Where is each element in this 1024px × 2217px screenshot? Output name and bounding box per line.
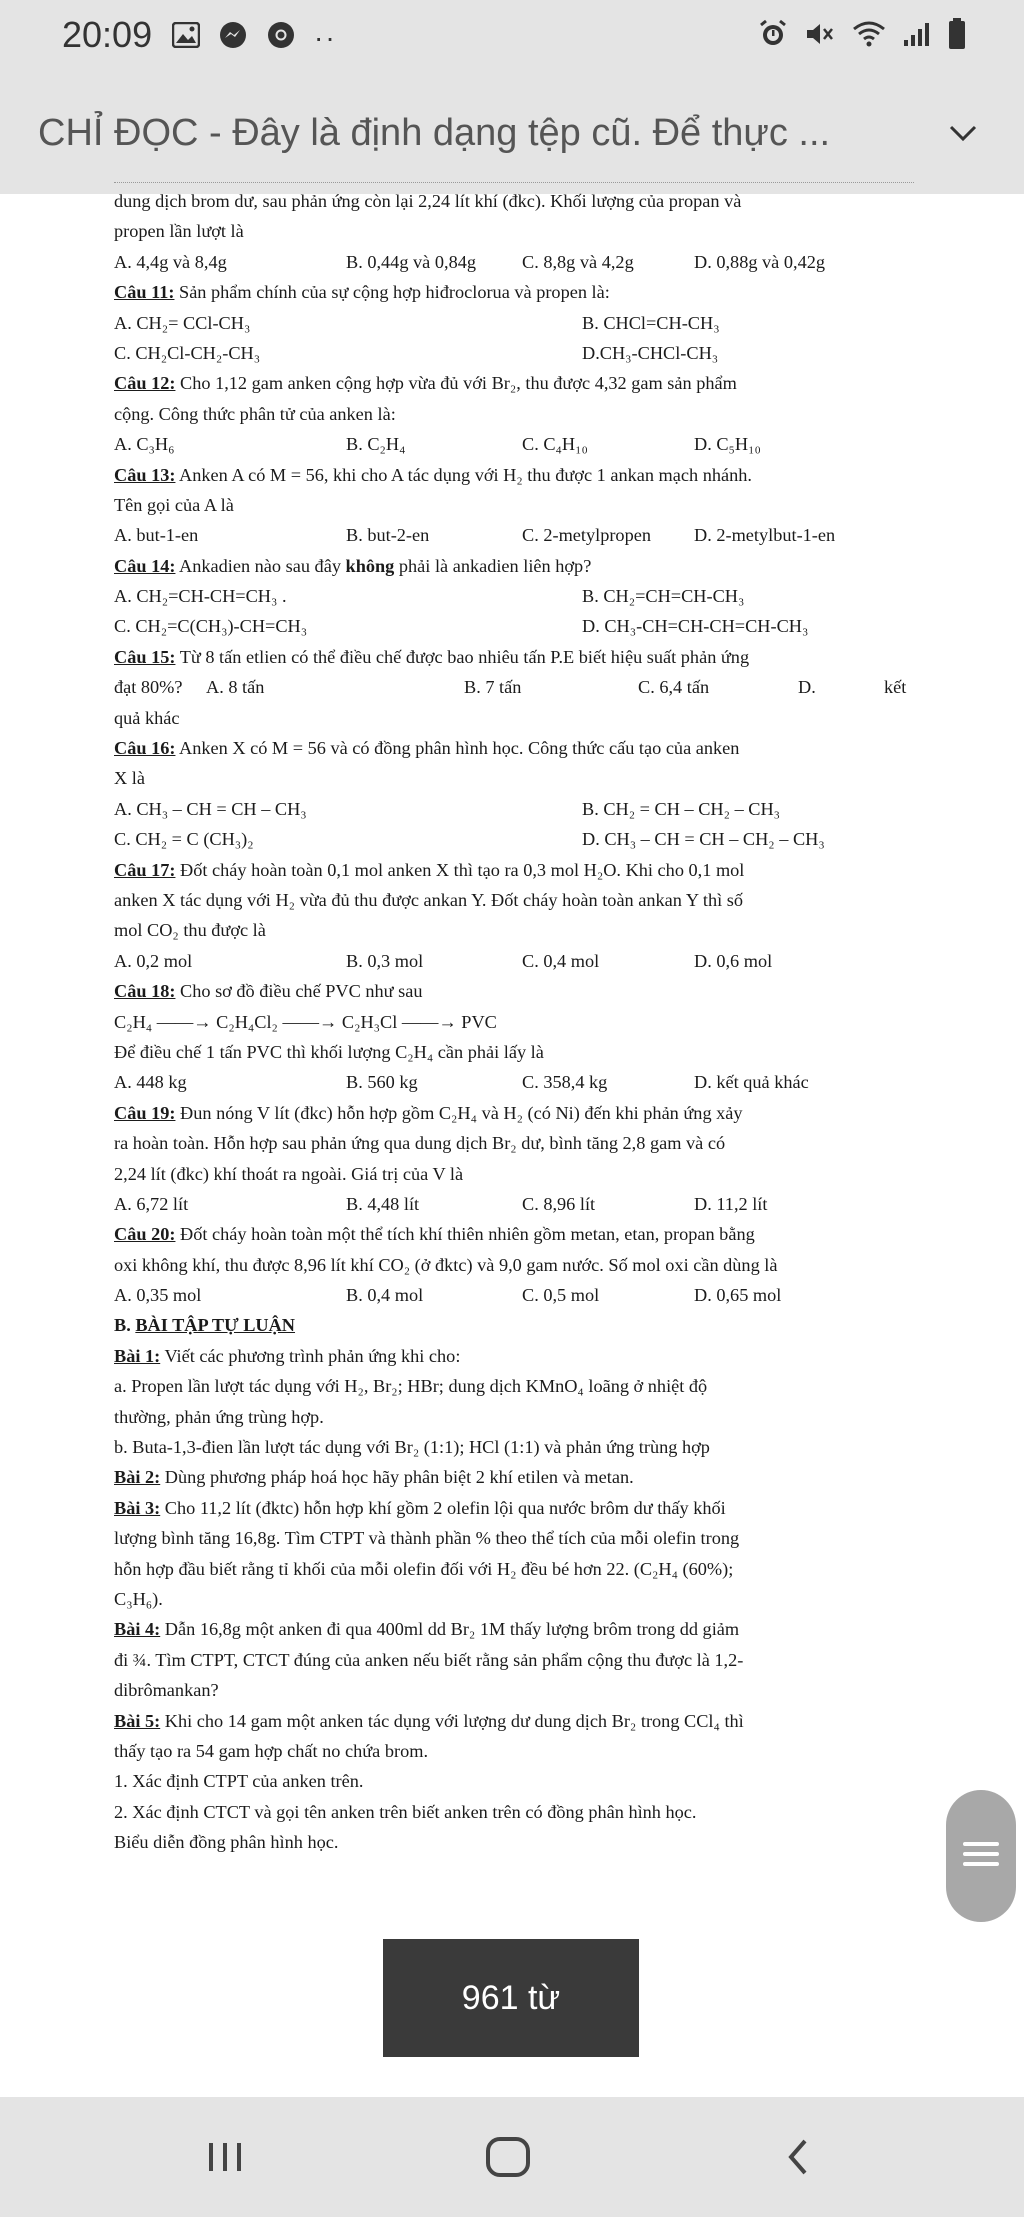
document-text: D. xyxy=(798,677,816,698)
document-line xyxy=(114,308,914,338)
document-line xyxy=(114,1402,914,1432)
document-text: Khi cho 14 gam một anken tác dụng với lượng dư dung dịch Br₂ trong CCl₄ thì xyxy=(160,1710,744,1731)
document-line xyxy=(114,946,914,976)
document-line xyxy=(114,1523,914,1553)
document-text: A. C₃H₆ xyxy=(114,434,175,455)
document-text: C. 8,96 lít xyxy=(522,1193,596,1214)
document-line xyxy=(114,1584,914,1614)
document-text: C. 0,5 mol xyxy=(522,1285,600,1306)
document-line xyxy=(114,642,914,672)
gallery-icon xyxy=(172,22,200,53)
document-line xyxy=(114,1675,914,1705)
document-text: quả khác xyxy=(114,707,180,728)
document-text: a. Propen lần lượt tác dụng với H₂, Br₂; HBr; dung dịch KMnO₄ loãng ở nhiệt độ xyxy=(114,1376,708,1397)
document-text: Biểu diễn đồng phân hình học. xyxy=(114,1832,339,1853)
document-line xyxy=(114,1159,914,1189)
document-line xyxy=(114,1280,914,1310)
document-text: Câu 12: xyxy=(114,373,176,394)
document-line xyxy=(114,1432,914,1462)
status-time: 20:09 xyxy=(62,14,153,55)
document-text: A. CH₂= CCl-CH₃ xyxy=(114,312,251,333)
document-text: A. but-1-en xyxy=(114,525,199,546)
scroll-handle[interactable] xyxy=(946,1790,1016,1922)
document-text-run xyxy=(114,1098,743,1128)
document-text: thường, phản ứng trùng hợp. xyxy=(114,1406,324,1427)
document-line xyxy=(114,1462,914,1492)
document-text: oxi không khí, thu được 8,96 lít khí CO₂ (ở đktc) và 9,0 gam nước. Số mol oxi cần dùng là xyxy=(114,1254,778,1275)
back-button[interactable] xyxy=(768,2127,828,2187)
document-line xyxy=(114,1037,914,1067)
handle-line-icon xyxy=(963,1862,999,1866)
more-dots: ·· xyxy=(314,21,337,53)
back-icon xyxy=(783,2137,813,2177)
document-text: kết xyxy=(884,677,907,698)
document-text: A. 0,35 mol xyxy=(114,1285,202,1306)
document-text: Câu 17: xyxy=(114,859,176,880)
document-text: thấy tạo ra 54 gam hợp chất no chứa brom. xyxy=(114,1740,429,1761)
document-text: B. 0,4 mol xyxy=(346,1285,424,1306)
document-text: D. CH₃ – CH = CH – CH₂ – CH₃ xyxy=(582,829,825,850)
document-text: D. C₅H₁₀ xyxy=(694,434,761,455)
document-text: D. 0,6 mol xyxy=(694,950,773,971)
recent-apps-icon xyxy=(205,2139,245,2175)
document-text: 2,24 lít (đkc) khí thoát ra ngoài. Giá trị của V là xyxy=(114,1163,464,1184)
wifi-icon xyxy=(852,20,886,53)
document-text: propen lần lượt là xyxy=(114,221,244,242)
document-text: không xyxy=(345,555,395,576)
document-text: C. 8,8g và 4,2g xyxy=(522,251,634,272)
document-text: B. C₂H₄ xyxy=(346,434,406,455)
document-text: Cho sơ đồ điều chế PVC như sau xyxy=(175,981,423,1002)
document-text: Cho 11,2 lít (đktc) hỗn hợp khí gồm 2 olefin lội qua nước brôm dư thấy khối xyxy=(160,1497,726,1518)
document-text: D. 0,88g và 0,42g xyxy=(694,251,826,272)
document-line xyxy=(114,733,914,763)
document-text: ra hoàn toàn. Hỗn hợp sau phản ứng qua dung dịch Br₂ dư, bình tăng 2,8 gam và có xyxy=(114,1133,726,1154)
document-text: C. 2-metylpropen xyxy=(522,525,651,546)
handle-line-icon xyxy=(963,1852,999,1856)
document-text: B. CH₂ = CH – CH₂ – CH₃ xyxy=(582,798,781,819)
document-text: Bài 4: xyxy=(114,1619,161,1640)
document-text: Tên gọi của A là xyxy=(114,494,234,515)
document-text: BÀI TẬP TỰ LUẬN xyxy=(135,1315,296,1336)
document-text: Để điều chế 1 tấn PVC thì khối lượng C₂H₄ cần phải lấy là xyxy=(114,1041,544,1062)
document-line xyxy=(114,581,914,611)
document-text: Cho 1,12 gam anken cộng hợp vừa đủ với Br₂, thu được 4,32 gam sản phẩm xyxy=(175,373,737,394)
document-line xyxy=(114,763,914,793)
read-only-banner[interactable] xyxy=(0,76,1024,194)
document-text: Đốt cháy hoàn toàn 0,1 mol anken X thì tạo ra 0,3 mol H₂O. Khi cho 0,1 mol xyxy=(175,859,745,880)
document-text: C. CH₂=C(CH₃)-CH=CH₃ xyxy=(114,616,308,637)
document-line xyxy=(114,460,914,490)
home-button[interactable] xyxy=(478,2127,538,2187)
document-text: A. CH₂=CH-CH=CH₃ . xyxy=(114,586,287,607)
document-line xyxy=(114,915,914,945)
document-line xyxy=(114,1250,914,1280)
messenger-icon xyxy=(218,20,248,55)
document-text: Từ 8 tấn etlien có thể điều chế được bao nhiêu tấn P.E biết hiệu suất phản ứng xyxy=(175,646,750,667)
document-text: B. 0,3 mol xyxy=(346,950,424,971)
document-line xyxy=(114,399,914,429)
document-text-run xyxy=(114,976,423,1006)
document-text: Anken X có M = 56 và có đồng phân hình học. Công thức cấu tạo của anken xyxy=(175,738,740,759)
document-line xyxy=(114,672,914,702)
document-line xyxy=(114,520,914,550)
document-text: A. CH₃ – CH = CH – CH₃ xyxy=(114,798,307,819)
document-line xyxy=(114,1371,914,1401)
word-count-badge[interactable]: 961 từ xyxy=(383,1939,639,2057)
document-text: C. CH₂Cl-CH₂-CH₃ xyxy=(114,342,261,363)
banner-text: CHỈ ĐỌC - Đây là định dạng tệp cũ. Để thực ... xyxy=(38,112,831,154)
document-line xyxy=(114,855,914,885)
document-line xyxy=(114,1554,914,1584)
document-line xyxy=(114,186,914,216)
document-text: hỗn hợp đầu biết rằng tỉ khối của mỗi olefin đối với H₂ đều bé hơn 22. (C₂H₄ (60%); xyxy=(114,1558,734,1579)
document-text: B. 7 tấn xyxy=(464,677,522,698)
document-text: D. CH₃-CH=CH-CH=CH-CH₃ xyxy=(582,616,809,637)
document-line xyxy=(114,1219,914,1249)
document-line xyxy=(114,1189,914,1219)
document-text: Câu 20: xyxy=(114,1224,176,1245)
document-text-run xyxy=(114,733,739,763)
document-text: B. but-2-en xyxy=(346,525,430,546)
document-text: C₂H₄ ——→ C₂H₄Cl₂ ——→ C₂H₃Cl ——→ PVC xyxy=(114,1011,497,1032)
document-text: A. 4,4g và 8,4g xyxy=(114,251,227,272)
document-text: D. kết quả khác xyxy=(694,1072,809,1093)
document-cut-line xyxy=(114,182,914,184)
document-text: Dẫn 16,8g một anken đi qua 400ml dd Br₂ 1M thấy lượng brôm trong dd giảm xyxy=(160,1619,740,1640)
document-text: b. Buta-1,3-đien lần lượt tác dụng với Br₂ (1:1); HCl (1:1) và phản ứng trùng hợp xyxy=(114,1437,710,1458)
document-line xyxy=(114,429,914,459)
document-text-run xyxy=(114,642,749,672)
document-text-run xyxy=(114,1462,634,1492)
document-text: C. C₄H₁₀ xyxy=(522,434,588,455)
document-text-run xyxy=(114,368,737,398)
signal-icon xyxy=(902,20,932,53)
document-text: C. 0,4 mol xyxy=(522,950,600,971)
document-text: 2. Xác định CTCT và gọi tên anken trên biết anken trên có đồng phân hình học. xyxy=(114,1801,697,1822)
document-text-run xyxy=(114,1310,295,1340)
document-text: Câu 11: xyxy=(114,282,175,303)
document-text-run xyxy=(114,1341,460,1371)
document-text: X là xyxy=(114,768,145,789)
document-text: Câu 19: xyxy=(114,1102,176,1123)
document-text: mol CO₂ thu được là xyxy=(114,920,266,941)
document-line xyxy=(114,1098,914,1128)
document-text: D. 2-metylbut-1-en xyxy=(694,525,836,546)
document-text: C. 6,4 tấn xyxy=(638,677,710,698)
alarm-icon xyxy=(758,19,788,54)
document-line xyxy=(114,338,914,368)
document-text: phải là ankadien liên hợp? xyxy=(394,555,592,576)
document-text-run xyxy=(114,1614,739,1644)
document-text-run xyxy=(114,1219,755,1249)
document-text: anken X tác dụng với H₂ vừa đủ thu được ankan Y. Đốt cháy hoàn toàn ankan Y thì số xyxy=(114,889,744,910)
document-text: B. xyxy=(114,1315,136,1336)
document-text: Câu 14: xyxy=(114,555,176,576)
document-line xyxy=(114,368,914,398)
document-text: dibrômankan? xyxy=(114,1680,219,1701)
document-text: Dùng phương pháp hoá học hãy phân biệt 2 khí etilen và metan. xyxy=(160,1467,634,1488)
battery-icon xyxy=(948,18,966,55)
document-text: đạt 80%? xyxy=(114,677,183,698)
document-text: C. CH₂ = C (CH₃)₂ xyxy=(114,829,254,850)
document-line xyxy=(114,1310,914,1340)
document-line xyxy=(114,1797,914,1827)
document-text: C. 358,4 kg xyxy=(522,1072,608,1093)
document-text: Câu 15: xyxy=(114,646,176,667)
document-text: D. 0,65 mol xyxy=(694,1285,782,1306)
document-text-run xyxy=(114,1706,744,1736)
document-text: đi ¾. Tìm CTPT, CTCT đúng của anken nếu biết rằng sản phẩm cộng thu được là 1,2- xyxy=(114,1649,744,1670)
document-text: 1. Xác định CTPT của anken trên. xyxy=(114,1771,364,1792)
document-line xyxy=(114,611,914,641)
document-text: Đốt cháy hoàn toàn một thể tích khí thiên nhiên gồm metan, etan, propan bằng xyxy=(175,1224,755,1245)
document-line xyxy=(114,1827,914,1857)
document-text-run xyxy=(114,460,752,490)
document-text: B. CH₂=CH=CH-CH₃ xyxy=(582,586,745,607)
document-line xyxy=(114,1007,914,1037)
document-line xyxy=(114,703,914,733)
document-line xyxy=(114,976,914,1006)
document-text: Bài 2: xyxy=(114,1467,161,1488)
document-text: A. 6,72 lít xyxy=(114,1193,189,1214)
document-line xyxy=(114,1067,914,1097)
document-text-run xyxy=(114,551,591,581)
document-line xyxy=(114,1341,914,1371)
document-line xyxy=(114,1128,914,1158)
document-text: lượng bình tăng 16,8g. Tìm CTPT và thành phần % theo thể tích của mỗi olefin trong xyxy=(114,1528,740,1549)
document-line xyxy=(114,247,914,277)
document-line xyxy=(114,277,914,307)
document-text: D.CH₃-CHCl-CH₃ xyxy=(582,342,719,363)
document-text: Bài 3: xyxy=(114,1497,161,1518)
document-text: Câu 13: xyxy=(114,464,176,485)
document-text: Câu 18: xyxy=(114,981,176,1002)
document-text: Viết các phương trình phản ứng khi cho: xyxy=(160,1345,461,1366)
document-text: A. 448 kg xyxy=(114,1072,187,1093)
document-text: Anken A có M = 56, khi cho A tác dụng với H₂ thu được 1 ankan mạch nhánh. xyxy=(175,464,752,485)
handle-line-icon xyxy=(963,1842,999,1846)
document-line xyxy=(114,824,914,854)
document-body xyxy=(114,186,914,1857)
document-line xyxy=(114,1736,914,1766)
document-line xyxy=(114,490,914,520)
document-line xyxy=(114,1493,914,1523)
document-line xyxy=(114,1645,914,1675)
document-text: Đun nóng V lít (đkc) hỗn hợp gồm C₂H₄ và H₂ (có Ni) đến khi phản ứng xảy xyxy=(175,1102,743,1123)
document-line xyxy=(114,1706,914,1736)
home-icon xyxy=(485,2136,531,2178)
document-line xyxy=(114,551,914,581)
document-text: C₃H₆). xyxy=(114,1588,163,1609)
document-text: A. 8 tấn xyxy=(206,677,265,698)
document-text: B. CHCl=CH-CH₃ xyxy=(582,312,720,333)
document-line xyxy=(114,1614,914,1644)
document-text-run xyxy=(114,1493,726,1523)
status-icons-left xyxy=(172,20,337,55)
document-text-run xyxy=(114,855,744,885)
document-text: Câu 16: xyxy=(114,738,176,759)
document-line xyxy=(114,216,914,246)
document-text: Bài 5: xyxy=(114,1710,161,1731)
document-text: B. 560 kg xyxy=(346,1072,418,1093)
document-text: D. 11,2 lít xyxy=(694,1193,768,1214)
mute-icon xyxy=(804,20,836,53)
document-text: cộng. Công thức phân tử của anken là: xyxy=(114,403,396,424)
document-text: A. 0,2 mol xyxy=(114,950,193,971)
document-text: B. 0,44g và 0,84g xyxy=(346,251,476,272)
recent-apps-button[interactable] xyxy=(195,2127,255,2187)
document-line xyxy=(114,794,914,824)
chevron-down-icon[interactable] xyxy=(948,124,978,147)
document-text: dung dịch brom dư, sau phản ứng còn lại 2,24 lít khí (đkc). Khối lượng của propan và xyxy=(114,191,742,211)
chrome-icon xyxy=(266,20,296,55)
document-text: B. 4,48 lít xyxy=(346,1193,420,1214)
status-bar xyxy=(0,0,1024,76)
navigation-bar xyxy=(0,2097,1024,2217)
document-line xyxy=(114,885,914,915)
document-text: Sản phẩm chính của sự cộng hợp hiđroclorua và propen là: xyxy=(174,282,610,303)
document-text-run xyxy=(114,277,610,307)
status-icons-right xyxy=(758,18,966,55)
document-text: Bài 1: xyxy=(114,1345,161,1366)
document-line xyxy=(114,1766,914,1796)
document-text: Ankadien nào sau đây xyxy=(175,555,346,576)
